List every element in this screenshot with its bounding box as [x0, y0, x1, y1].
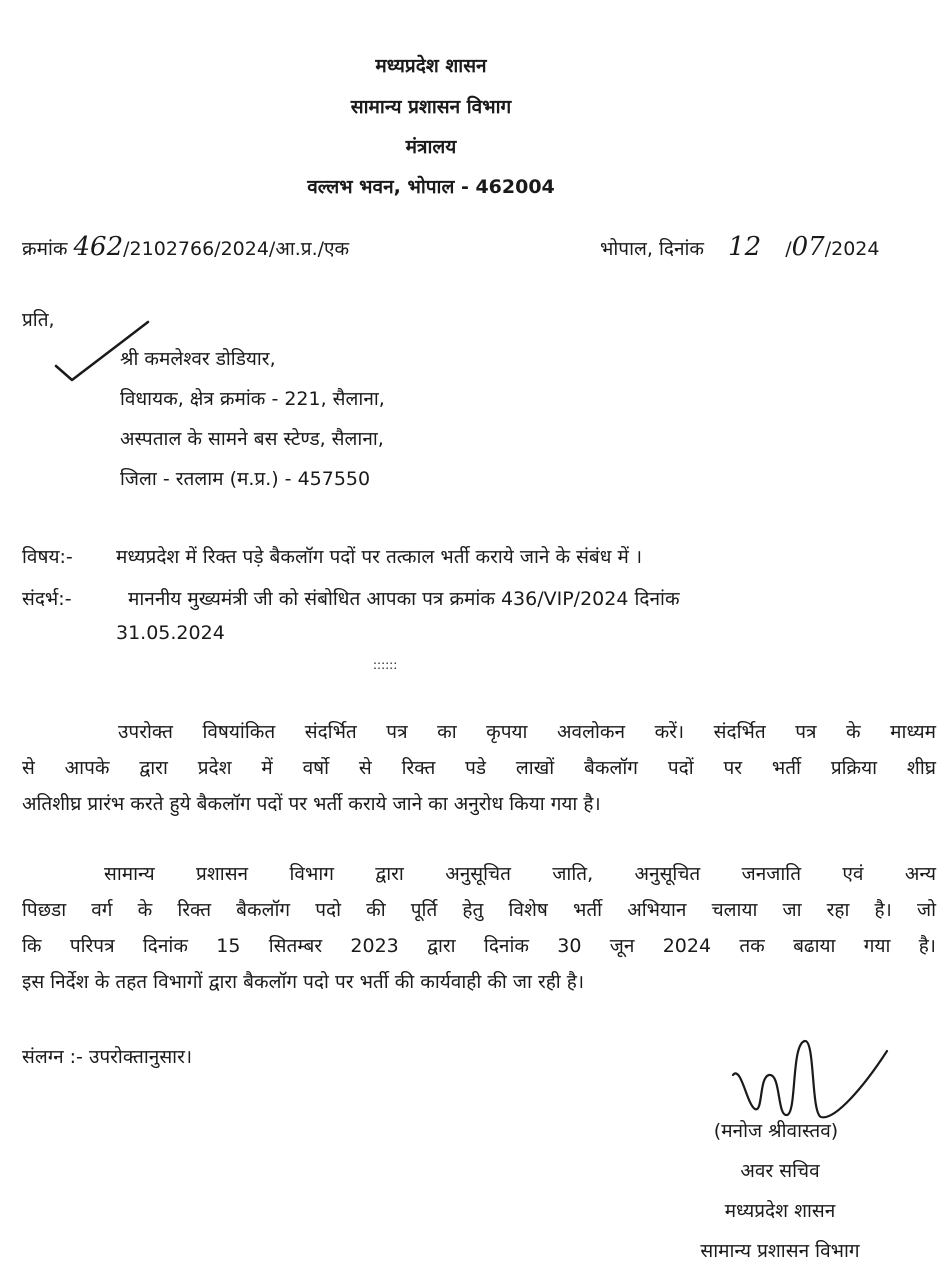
reference-letter-text: माननीय मुख्यमंत्री जी को संबोधित आपका पत्र क्रमांक 436/VIP/2024 दिनांक [128, 588, 680, 610]
subject-text: मध्यप्रदेश में रिक्त पड़े बैकलॉग पदों पर तत्काल भर्ती कराये जाने के संबंध में । [116, 546, 643, 568]
handwritten-day: 12 [728, 232, 762, 262]
recipient-name: श्री कमलेश्वर डोडियार, [120, 348, 276, 370]
recipient-designation: विधायक, क्षेत्र क्रमांक - 221, सैलाना, [120, 388, 385, 410]
paragraph-line: से आपके द्वारा प्रदेश में वर्षो से रिक्त पडे लाखों बैकलॉग पदों पर भर्ती प्रक्रिया शीघ्र [22, 757, 936, 779]
header-department: सामान्य प्रशासन विभाग [350, 96, 512, 118]
date-separator: / [785, 238, 792, 260]
date-label: भोपाल, दिनांक [600, 238, 705, 260]
paragraph-line: अतिशीघ्र प्रारंभ करते हुये बैकलॉग पदों पर भर्ती कराये जाने का अनुरोध किया गया है। [22, 793, 601, 815]
reference-label: क्रमांक [22, 238, 68, 260]
header-ministry: मंत्रालय [405, 136, 457, 158]
reference-number-rest: /2102766/2024/आ.प्र./एक [123, 238, 350, 260]
subject-label: विषय:- [22, 546, 73, 568]
signatory-department: सामान्य प्रशासन विभाग [700, 1240, 860, 1262]
paragraph-line: कि परिपत्र दिनांक 15 सितम्बर 2023 द्वारा दिनांक 30 जून 2024 तक बढाया गया है। [22, 935, 936, 957]
date-year: /2024 [824, 238, 880, 260]
paragraph-line: पिछडा वर्ग के रिक्त बैकलॉग पदो की पूर्ति हेतु विशेष भर्ती अभियान चलाया जा रहा है। जो [22, 899, 936, 921]
reference-number [22, 232, 349, 262]
enclosure: संलग्न :- उपरोक्तानुसार। [22, 1046, 193, 1068]
signatory-name: (मनोज श्रीवास्तव) [713, 1120, 839, 1142]
letter-date [600, 232, 879, 262]
separator: :::::: [373, 658, 398, 672]
paragraph-line: इस निर्देश के तहत विभागों द्वारा बैकलॉग पदो पर भर्ती की कार्यवाही की जा रही है। [22, 971, 585, 993]
signatory-designation: अवर सचिव [740, 1160, 820, 1182]
handwritten-month: 07 [791, 232, 825, 262]
signature-icon [725, 1035, 895, 1120]
header-government: मध्यप्रदेश शासन [375, 55, 487, 77]
header-address: वल्लभ भवन, भोपाल - 462004 [307, 176, 555, 198]
paragraph-line: उपरोक्त विषयांकित संदर्भित पत्र का कृपया अवलोकन करें। संदर्भित पत्र के माध्यम [118, 721, 936, 743]
body-paragraph-2 [22, 856, 936, 1000]
signatory-government: मध्यप्रदेश शासन [724, 1200, 836, 1222]
paragraph-line: सामान्य प्रशासन विभाग द्वारा अनुसूचित जाति, अनुसूचित जनजाति एवं अन्य [104, 863, 936, 885]
recipient-district: जिला - रतलाम (म.प्र.) - 457550 [120, 468, 371, 490]
body-paragraph-1 [22, 714, 936, 822]
recipient-address: अस्पताल के सामने बस स्टेण्ड, सैलाना, [120, 428, 384, 450]
reference-letter-label: संदर्भ:- [22, 588, 72, 610]
to-label: प्रति, [22, 309, 55, 331]
handwritten-number: 462 [73, 232, 124, 262]
reference-letter-date: 31.05.2024 [116, 622, 225, 644]
